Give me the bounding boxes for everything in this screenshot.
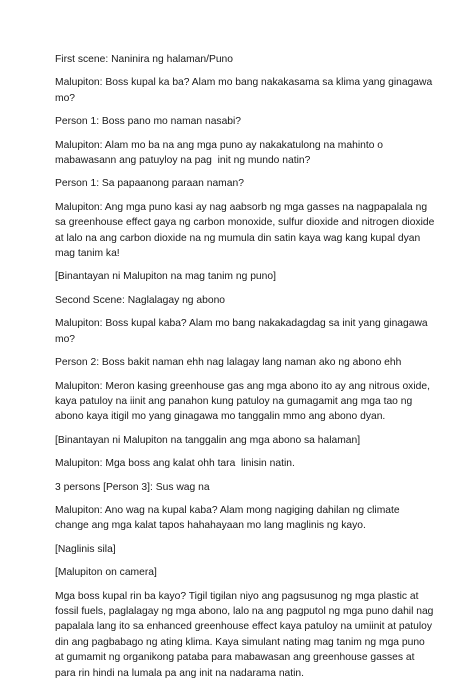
dialogue-line: Malupiton: Ano wag na kupal kaba? Alam mong nagiging dahilan ng climate change ang mga kalat tapos hahahayaan mo lang maglinis ng kayo. (55, 504, 403, 532)
dialogue-line: Malupiton: Boss kupal ka ba? Alam mo bang nakakasama sa klima yang ginagawa mo? (55, 77, 436, 104)
dialogue-line: Person 2: Boss bakit naman ehh nag lalagay lang naman ako ng abono ehh (55, 357, 402, 369)
closing-monologue: Mga boss kupal rin ba kayo? Tigil tigilan niyo ang pagsusunog ng mga plastic at fossil fuels, paglalagay ng mga abono, lalo na ang pagputol ng mga puno dahil nag papalala lang ito sa enhanced greenhouse effect kaya patuloy na umiinit at patuloy din ang pagbabago ng ating klima. Kaya simulant nating mag tanim ng mga puno at gumamit ng organikong pataba para mabawasan ang greenhouse gasses at para rin hindi na lumala pa ang init na nadarama natin. (55, 590, 437, 679)
dialogue-line: Person 1: Sa papaanong paraan naman? (55, 178, 244, 190)
scene-heading: Second Scene: Naglalagay ng abono (55, 294, 226, 306)
stage-direction: [Binantayan ni Malupiton na mag tanim ng puno] (55, 271, 276, 283)
dialogue-line: Malupiton: Meron kasing greenhouse gas ang mga abono ito ay ang nitrous oxide, kaya patuloy na iinit ang panahon kung patuloy na gumagamit ang mga tao ng abono kaya itigil mo yang ginagawa mo tanggalin mmo ang abono dyan. (55, 380, 433, 423)
dialogue-line: 3 persons [Person 3]: Sus wag na (55, 481, 210, 493)
dialogue-line: Malupiton: Boss kupal kaba? Alam mo bang nakakadagdag sa init yang ginagawa mo? (55, 318, 431, 345)
stage-direction: [Binantayan ni Malupiton na tanggalin ang mga abono sa halaman] (55, 434, 361, 446)
scene-heading: First scene: Naninira ng halaman/Puno (55, 54, 234, 65)
dialogue-line: Person 1: Boss pano mo naman nasabi? (55, 116, 242, 128)
dialogue-line: Malupiton: Ang mga puno kasi ay nag aabsorb ng mga gasses na nagpapalala ng sa greenhouse effect gaya ng carbon monoxide, sulfur dioxide and nitrogen dioxide at lalo na ang carbon dioxide na ng mumula din satin kaya wag kang kupal dyan mag tanim ka! (55, 201, 438, 260)
stage-direction: [Malupiton on camera] (55, 567, 157, 579)
dialogue-line: Malupiton: Mga boss ang kalat ohh tara linisin natin. (55, 458, 295, 470)
dialogue-line: Malupiton: Alam mo ba na ang mga puno ay nakakatulong na mahinto o mabawasann ang patuyloy na pag init ng mundo natin? (55, 139, 389, 167)
document-body (55, 52, 438, 689)
stage-direction: [Naglinis sila] (55, 543, 116, 555)
